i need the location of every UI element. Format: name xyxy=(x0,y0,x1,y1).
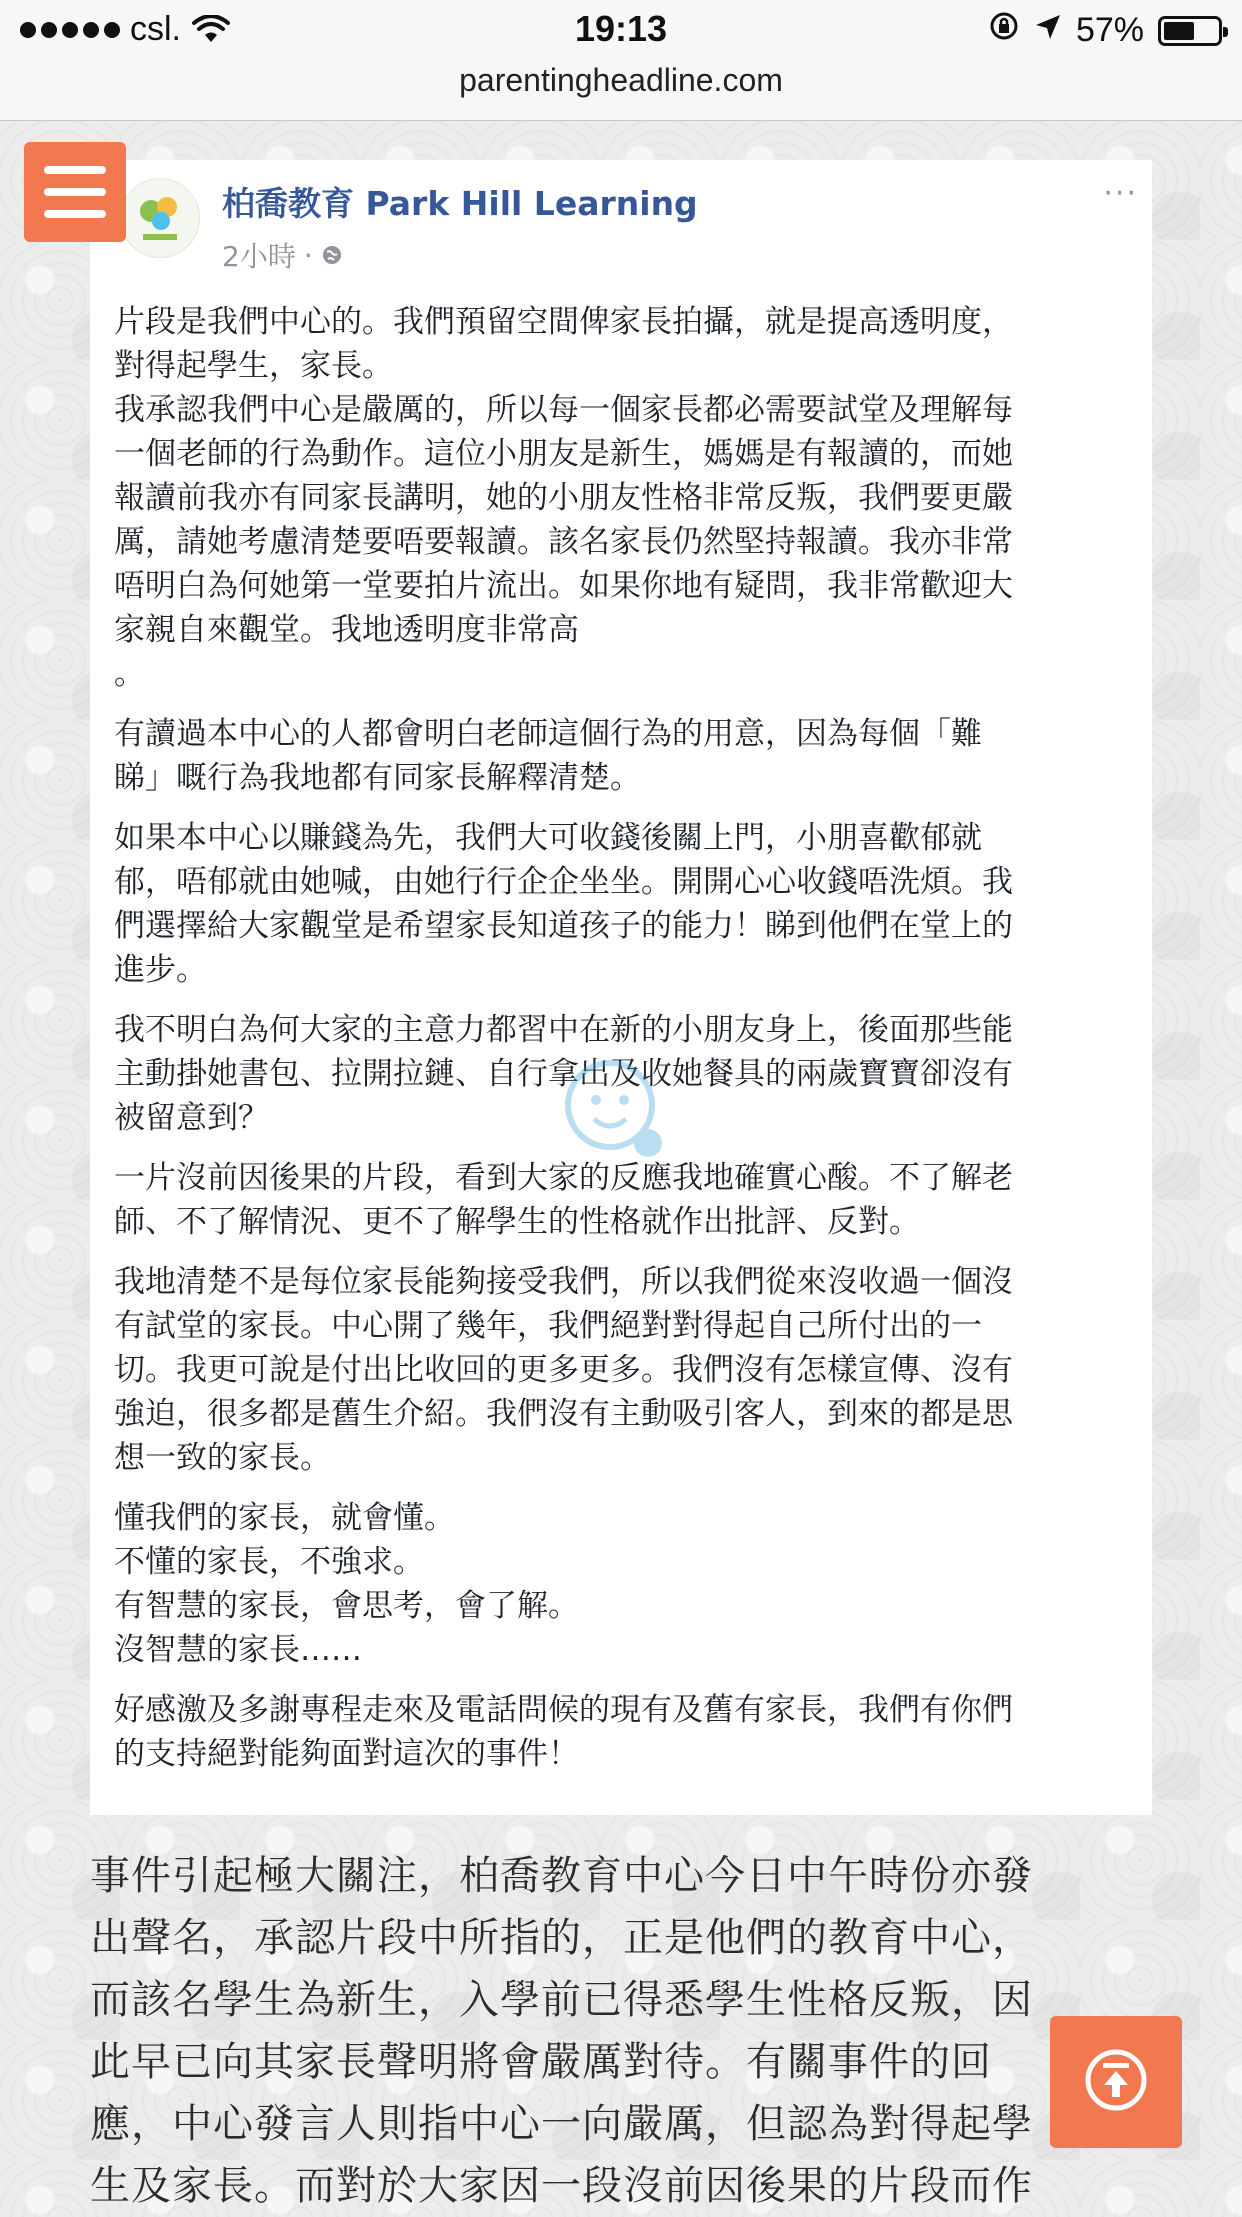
post-line: 我不明白為何大家的主意力都習中在新的小朋友身上，後面那些能 xyxy=(114,1012,1013,1048)
carrier-label: csl. xyxy=(130,10,181,48)
post-paragraph xyxy=(114,816,1124,992)
page-avatar[interactable] xyxy=(120,178,200,258)
post-paragraph xyxy=(114,1496,1124,1672)
post-line: 有試堂的家長。中心開了幾年，我們絕對對得起自己所付出的一 xyxy=(114,1308,982,1344)
post-line: 一個老師的行為動作。這位小朋友是新生，媽媽是有報讀的，而她 xyxy=(114,436,1013,472)
back-to-top-button[interactable] xyxy=(1050,2016,1182,2148)
article-line: 此早已向其家長聲明將會嚴厲對待。有關事件的回 xyxy=(90,2039,992,2085)
article-line: 應，中心發言人則指中心一向嚴厲，但認為對得起學 xyxy=(90,2101,1033,2147)
post-meta xyxy=(222,235,343,275)
status-time: 19:13 xyxy=(574,8,668,49)
article-paragraph xyxy=(90,1845,1152,2217)
location-arrow-icon xyxy=(1034,11,1062,50)
post-line: 強迫，很多都是舊生介紹。我們沒有主動吸引客人，到來的都是思 xyxy=(114,1396,1013,1432)
post-time[interactable]: 2小時 xyxy=(222,240,296,273)
post-line: 如果本中心以賺錢為先，我們大可收錢後關上門，小朋喜歡郁就 xyxy=(114,820,982,856)
post-line: 沒智慧的家長…… xyxy=(114,1632,362,1668)
post-line: 主動掛她書包、拉開拉鏈、自行拿出及收她餐具的兩歲寶寶卻沒有 xyxy=(114,1056,1013,1092)
post-line: 懂我們的家長，就會懂。 xyxy=(114,1500,455,1536)
meta-separator: · xyxy=(303,238,313,272)
status-right xyxy=(988,10,1222,51)
post-line: 報讀前我亦有同家長講明，她的小朋友性格非常反叛，我們要更嚴 xyxy=(114,480,1013,516)
battery-level-fill xyxy=(1164,22,1194,40)
status-bar xyxy=(0,0,1242,60)
url-bar[interactable] xyxy=(0,60,1242,121)
globe-icon xyxy=(321,244,343,266)
post-more-options-button[interactable]: ··· xyxy=(1103,176,1138,211)
hamburger-menu-button[interactable] xyxy=(24,142,126,242)
post-line: 想一致的家長。 xyxy=(114,1440,331,1476)
post-line: 有讀過本中心的人都會明白老師這個行為的用意，因為每個「難 xyxy=(114,716,982,752)
post-line: 的支持絕對能夠面對這次的事件！ xyxy=(114,1736,579,1772)
battery-percent: 57% xyxy=(1075,11,1144,49)
post-line: 切。我更可說是付出比收回的更多更多。我們沒有怎樣宣傳、沒有 xyxy=(114,1352,1013,1388)
post-line: 被留意到？ xyxy=(114,1100,269,1136)
post-paragraph xyxy=(114,1260,1124,1480)
post-line: 唔明白為何她第一堂要拍片流出。如果你地有疑問，我非常歡迎大 xyxy=(114,568,1013,604)
post-paragraph xyxy=(114,1688,1124,1776)
post-line: 一片沒前因後果的片段，看到大家的反應我地確實心酸。不了解老 xyxy=(114,1160,1013,1196)
article-line: 生及家長。而對於大家因一段沒前因後果的片段而作 xyxy=(90,2163,1033,2209)
menu-bar-icon xyxy=(44,166,106,174)
article-line: 事件引起極大關注，柏喬教育中心今日中午時份亦發 xyxy=(90,1853,1033,1899)
orientation-lock-icon xyxy=(988,10,1020,51)
post-line: 。 xyxy=(114,656,145,692)
baby-watermark-icon xyxy=(550,1045,680,1175)
post-line: 對得起學生，家長。 xyxy=(114,348,393,384)
post-paragraph xyxy=(114,712,1124,800)
post-line: 好感激及多謝專程走來及電話問候的現有及舊有家長，我們有你們 xyxy=(114,1692,1013,1728)
battery-icon xyxy=(1158,16,1222,46)
page-name-link[interactable]: 柏喬教育 Park Hill Learning xyxy=(222,184,698,223)
post-line: 睇」嘅行為我地都有同家長解釋清楚。 xyxy=(114,760,641,796)
post-line: 我承認我們中心是嚴厲的，所以每一個家長都必需要試堂及理解每 xyxy=(114,392,1013,428)
post-line: 家親自來觀堂。我地透明度非常高 xyxy=(114,612,579,648)
post-line: 郁，唔郁就由她喊，由她行行企企坐坐。開開心心收錢唔洗煩。我 xyxy=(114,864,1013,900)
article-line: 而該名學生為新生，入學前已得悉學生性格反叛，因 xyxy=(90,1977,1033,2023)
post-line: 有智慧的家長，會思考，會了解。 xyxy=(114,1588,579,1624)
post-line: 們選擇給大家觀堂是希望家長知道孩子的能力！睇到他們在堂上的 xyxy=(114,908,1013,944)
back-to-top-icon xyxy=(1083,2047,1149,2117)
url-text: parentingheadline.com xyxy=(459,62,783,98)
facebook-post-card xyxy=(90,160,1152,1815)
post-line: 我地清楚不是每位家長能夠接受我們，所以我們從來沒收過一個沒 xyxy=(114,1264,1013,1300)
post-paragraph xyxy=(114,300,1124,696)
menu-bar-icon xyxy=(44,210,106,218)
post-line: 師、不了解情況、更不了解學生的性格就作出批評、反對。 xyxy=(114,1204,920,1240)
article-line: 出聲名，承認片段中所指的，正是他們的教育中心， xyxy=(90,1915,1033,1961)
post-line: 進步。 xyxy=(114,952,207,988)
post-line: 厲，請她考慮清楚要唔要報讀。該名家長仍然堅持報讀。我亦非常 xyxy=(114,524,1013,560)
menu-bar-icon xyxy=(44,188,106,196)
post-line: 片段是我們中心的。我們預留空間俾家長拍攝，就是提高透明度， xyxy=(114,304,1013,340)
post-line: 不懂的家長，不強求。 xyxy=(114,1544,424,1580)
